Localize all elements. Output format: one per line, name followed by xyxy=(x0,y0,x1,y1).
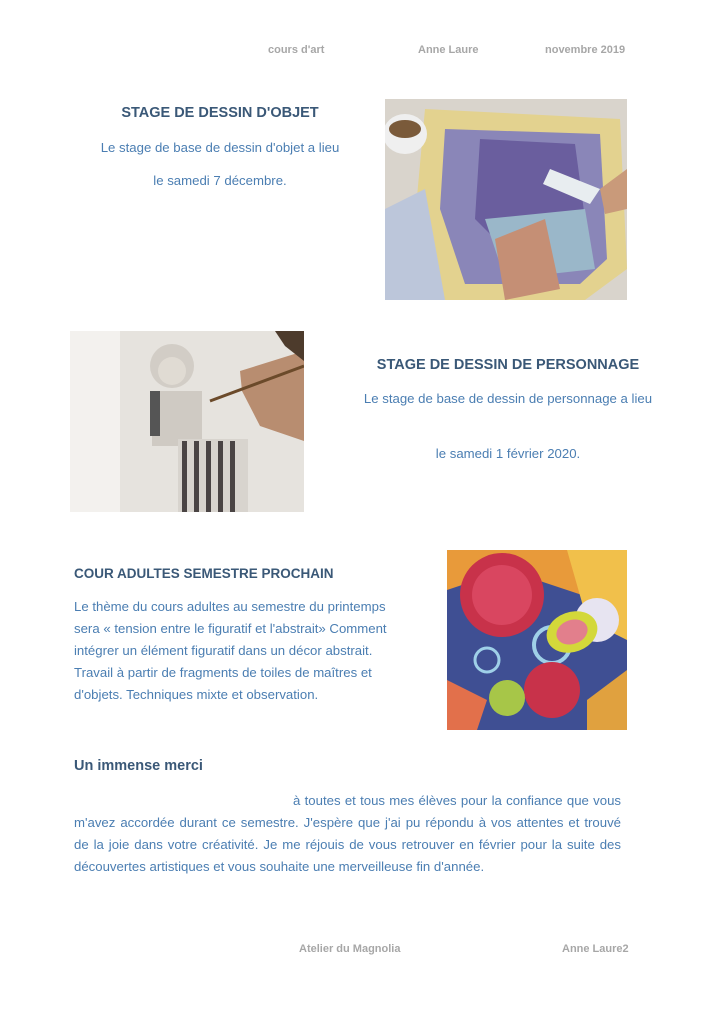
section1-line1: Le stage de base de dessin d'objet a lieu xyxy=(100,140,340,155)
section2-date: le samedi 1 février 2020. xyxy=(435,446,581,461)
section3-body: Le thème du cours adultes au semestre du printemps sera « tension entre le figuratif et l'abstrait» Comment intégrer un élément figuratif dans un décor abstrait. Travail à partir de fragments de toiles de maîtres et d'objets. Techniques mixte et observation. xyxy=(74,599,387,702)
section4-body-text: à toutes et tous mes élèves pour la confiance que vous m'avez accordée durant ce semestre. J'espère que j'ai pu répondu à vos attentes et trouvé de la joie dans votre créativité. Je me réjouis de vous retrouver en février pour la suite des découvertes artistiques et vous souhaite une merveilleuse fin d'année. xyxy=(74,793,621,874)
section4-body xyxy=(74,790,621,878)
footer-center: Atelier du Magnolia xyxy=(299,943,401,955)
section3-title: COUR ADULTES SEMESTRE PROCHAIN xyxy=(74,566,334,581)
header-right: novembre 2019 xyxy=(545,44,626,56)
painting-workshop-photo xyxy=(385,99,627,300)
figure-drawing-photo xyxy=(70,331,304,512)
section2-title: STAGE DE DESSIN DE PERSONNAGE xyxy=(376,357,640,373)
abstract-painting-photo xyxy=(447,550,627,730)
section2-text: Le stage de base de dessin de personnage a lieu xyxy=(363,391,653,406)
header-left: cours d'art xyxy=(268,44,325,56)
section1-title: STAGE DE DESSIN D'OBJET xyxy=(121,105,319,121)
section1-line2: le samedi 7 décembre. xyxy=(153,173,287,188)
footer-right: Anne Laure2 xyxy=(562,943,629,955)
section4-title: Un immense merci xyxy=(74,758,203,774)
header-center: Anne Laure xyxy=(418,44,479,56)
